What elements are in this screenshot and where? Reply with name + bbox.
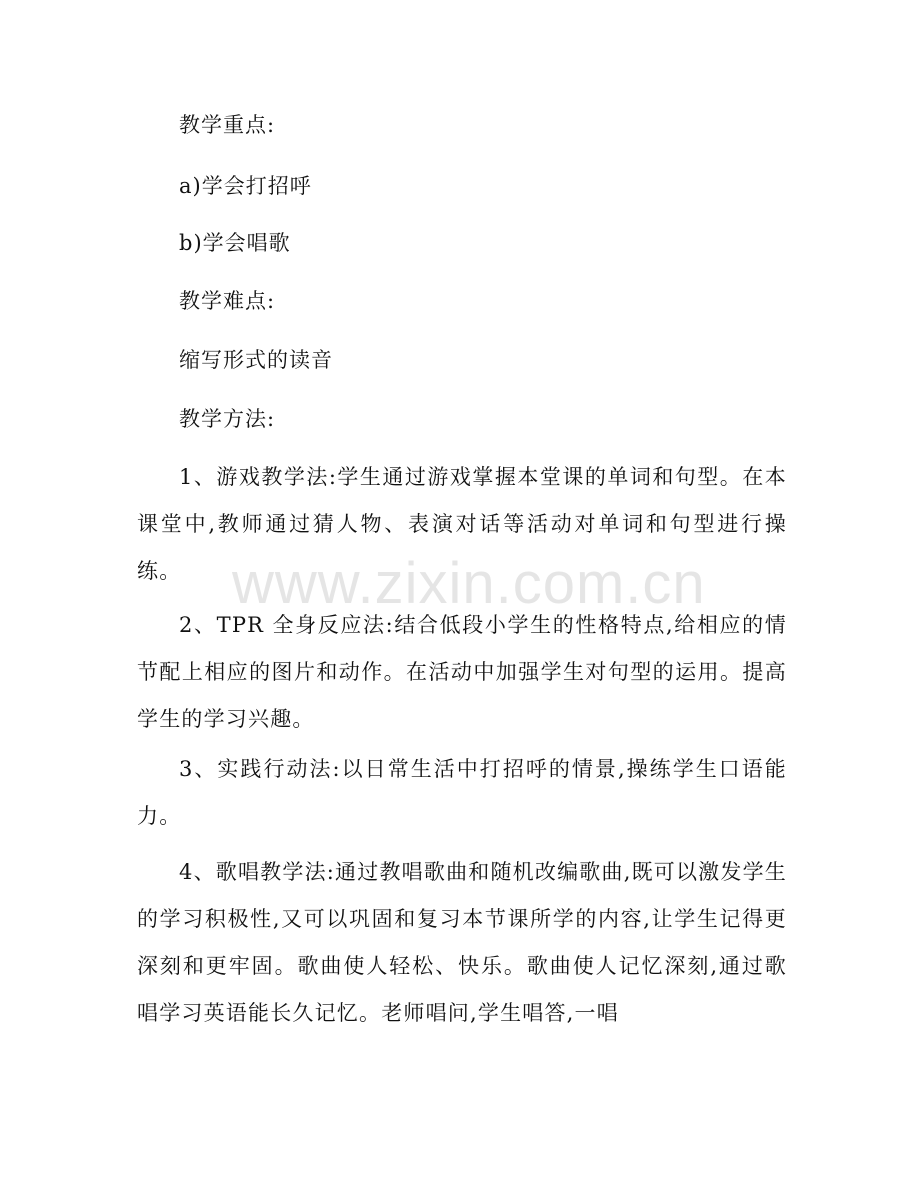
method-4-paragraph: 4、歌唱教学法:通过教唱歌曲和随机改编歌曲,既可以激发学生的学习积极性,又可以巩固和复习本节课所学的内容,让学生记得更深刻和更牢固。歌曲使人轻松、快乐。歌曲使人记忆深刻,通过歌唱学习英语能长久记忆。老师唱问,学生唱答,一唱 [137, 860, 787, 1025]
watermark: www.zixin.com.cn [232, 551, 706, 616]
method-2-paragraph: 2、TPR 全身反应法:结合低段小学生的性格特点,给相应的情节配上相应的图片和动作。在活动中加强学生对句型的运用。提高学生的学习兴趣。 [137, 613, 787, 731]
method-3-paragraph: 3、实践行动法:以日常生活中打招呼的情景,操练学生口语能力。 [137, 757, 787, 828]
method-1-paragraph: 1、游戏教学法:学生通过游戏掌握本堂课的单词和句型。在本课堂中,教师通过猜人物、表演对话等活动对单词和句型进行操练。 [137, 465, 787, 583]
key-point-a: a)学会打招呼 [179, 174, 312, 198]
heading-difficulties: 教学难点: [179, 289, 276, 313]
heading-methods: 教学方法: [179, 407, 276, 431]
difficulty-text: 缩写形式的读音 [179, 348, 333, 372]
key-point-b: b)学会唱歌 [179, 231, 291, 255]
heading-key-points: 教学重点: [179, 113, 276, 137]
